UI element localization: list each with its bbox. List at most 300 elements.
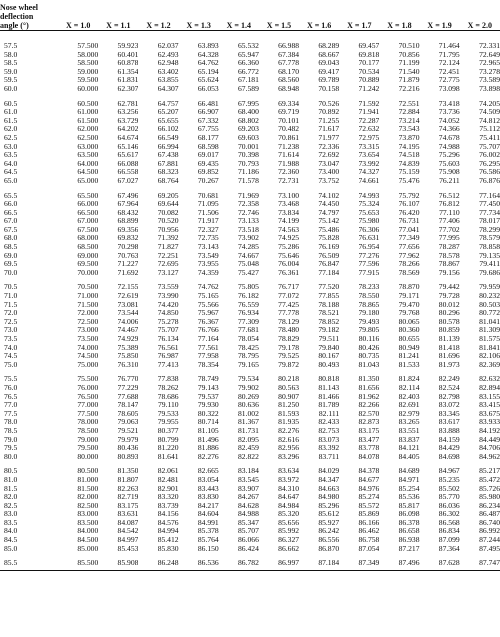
- header-line: angle (°): [0, 21, 29, 30]
- table-row: [0, 384, 500, 393]
- value-cell: 83.155: [479, 392, 500, 401]
- table-row: [0, 326, 500, 335]
- value-cell: 73.518: [238, 225, 259, 234]
- value-cell: 86.234: [479, 501, 500, 510]
- value-cell: 68.598: [197, 142, 219, 151]
- value-cell: 73.543: [398, 125, 420, 134]
- value-cell: 84.967: [438, 467, 460, 476]
- value-cell: 79.470: [398, 300, 420, 309]
- value-cell: 83.830: [197, 493, 219, 502]
- value-cell: 79.135: [479, 251, 500, 260]
- angle-cell: 68.0: [4, 234, 18, 243]
- value-cell: 87.349: [358, 559, 380, 568]
- value-cell: 72.692: [318, 151, 340, 160]
- value-cell: 68.948: [278, 84, 300, 93]
- table-row: [0, 100, 500, 109]
- value-cell: 87.054: [358, 544, 380, 553]
- value-cell: 87.628: [438, 559, 460, 568]
- value-cell: 86.834: [438, 527, 460, 536]
- value-cell: 60.878: [117, 59, 139, 68]
- value-cell: 79.178: [278, 343, 300, 352]
- angle-cell: 69.5: [4, 260, 18, 269]
- value-cell: 66.772: [238, 67, 259, 76]
- value-cell: 78.299: [479, 225, 500, 234]
- value-cell: 87.747: [479, 559, 500, 568]
- value-cell: 66.988: [278, 42, 300, 50]
- value-cell: 78.569: [398, 268, 420, 277]
- value-cell: 70.956: [157, 225, 179, 234]
- value-cell: 74.661: [358, 176, 380, 185]
- value-cell: 83.073: [318, 435, 340, 444]
- value-cell: 68.764: [157, 176, 179, 185]
- value-cell: 84.267: [238, 493, 259, 502]
- value-cell: 85.320: [278, 510, 300, 519]
- value-cell: 73.898: [479, 84, 500, 93]
- table-body: [0, 31, 500, 568]
- value-cell: 79.000: [77, 435, 99, 444]
- value-cell: 71.617: [318, 125, 340, 134]
- value-cell: 82.873: [358, 418, 380, 427]
- value-cell: 84.971: [398, 475, 420, 484]
- value-cell: 72.619: [117, 292, 139, 301]
- value-cell: 82.798: [438, 392, 460, 401]
- table-row: [0, 85, 500, 94]
- value-cell: 86.378: [398, 518, 420, 527]
- value-cell: 72.216: [398, 84, 420, 93]
- table-row: [0, 436, 500, 445]
- value-cell: 70.856: [398, 50, 420, 59]
- angle-cell: 77.5: [4, 409, 18, 418]
- angle-cell: 76.0: [4, 383, 18, 392]
- value-cell: 83.443: [197, 484, 219, 493]
- value-cell: 72.000: [77, 309, 99, 318]
- value-cell: 81.418: [438, 343, 460, 352]
- value-cell: 81.824: [398, 375, 420, 384]
- value-cell: 80.322: [197, 409, 219, 418]
- value-cell: 85.612: [318, 510, 340, 519]
- value-cell: 60.500: [77, 99, 99, 108]
- value-cell: 81.043: [358, 360, 380, 369]
- angle-cell: 66.0: [4, 200, 18, 209]
- value-cell: 71.941: [358, 108, 380, 117]
- value-cell: 80.799: [157, 435, 179, 444]
- value-cell: 84.159: [438, 435, 460, 444]
- value-cell: 70.001: [238, 142, 259, 151]
- value-cell: 85.378: [197, 527, 219, 536]
- value-cell: 59.923: [117, 42, 139, 50]
- value-cell: 78.865: [358, 300, 380, 309]
- value-cell: 86.992: [479, 527, 500, 536]
- table-row: [0, 344, 500, 353]
- value-cell: 83.631: [117, 510, 139, 519]
- value-cell: 73.834: [278, 208, 300, 217]
- value-cell: 81.143: [318, 383, 340, 392]
- angle-cell: 63.0: [4, 142, 18, 151]
- value-cell: 70.158: [318, 84, 340, 93]
- angle-cell: 73.5: [4, 335, 18, 343]
- value-cell: 79.525: [278, 352, 300, 361]
- table-row: [0, 427, 500, 436]
- value-cell: 83.551: [398, 426, 420, 435]
- value-cell: 71.578: [238, 176, 259, 185]
- column-header: X = 1.1: [98, 3, 138, 31]
- table-row: [0, 361, 500, 370]
- angle-cell: 66.5: [4, 208, 18, 217]
- value-cell: 67.500: [77, 225, 99, 234]
- value-cell: 84.217: [197, 501, 219, 510]
- angle-cell: 76.5: [4, 392, 18, 401]
- value-cell: 87.099: [438, 536, 460, 545]
- value-cell: 75.165: [197, 292, 219, 301]
- value-cell: 74.993: [358, 191, 380, 200]
- value-cell: 77.520: [318, 283, 340, 292]
- header-line: Nose wheel: [0, 3, 38, 12]
- value-cell: 72.251: [157, 251, 179, 260]
- value-cell: 79.872: [278, 360, 300, 369]
- value-cell: 69.356: [117, 225, 139, 234]
- angle-cell: 62.0: [4, 125, 18, 134]
- value-cell: 74.467: [117, 326, 139, 335]
- value-cell: 82.266: [358, 401, 380, 410]
- value-cell: 59.500: [77, 76, 99, 85]
- value-cell: 75.850: [117, 352, 139, 361]
- table-row: [0, 168, 500, 177]
- value-cell: 85.217: [479, 467, 500, 476]
- value-cell: 75.324: [358, 200, 380, 209]
- value-cell: 68.177: [197, 133, 219, 142]
- value-cell: 83.415: [479, 401, 500, 410]
- value-cell: 84.698: [438, 452, 460, 461]
- value-cell: 81.575: [479, 335, 500, 343]
- value-cell: 66.481: [197, 99, 219, 108]
- value-cell: 65.207: [157, 108, 179, 117]
- value-cell: 73.549: [197, 251, 219, 260]
- value-cell: 68.899: [117, 217, 139, 226]
- value-cell: 69.043: [318, 59, 340, 68]
- value-cell: 65.617: [117, 151, 139, 160]
- value-cell: 77.688: [117, 392, 139, 401]
- table-row: [0, 217, 500, 226]
- value-cell: 71.692: [117, 268, 139, 277]
- table-row: [0, 292, 500, 301]
- value-cell: 72.551: [398, 99, 420, 108]
- value-cell: 70.520: [157, 217, 179, 226]
- value-cell: 74.925: [278, 234, 300, 243]
- value-cell: 78.354: [197, 360, 219, 369]
- value-cell: 78.425: [238, 343, 259, 352]
- value-cell: 81.641: [157, 452, 179, 461]
- value-cell: 77.309: [238, 317, 259, 326]
- value-cell: 84.604: [197, 510, 219, 519]
- value-cell: 83.175: [117, 501, 139, 510]
- value-cell: 79.902: [238, 383, 259, 392]
- angle-cell: 65.0: [4, 176, 18, 185]
- value-cell: 71.227: [117, 260, 139, 269]
- value-cell: 73.990: [157, 292, 179, 301]
- value-cell: 71.795: [438, 50, 460, 59]
- value-cell: 82.095: [238, 435, 259, 444]
- value-cell: 67.332: [197, 116, 219, 125]
- value-cell: 68.400: [238, 108, 259, 117]
- value-cell: 82.369: [479, 360, 500, 369]
- value-cell: 84.449: [479, 435, 500, 444]
- value-cell: 58.500: [77, 59, 99, 68]
- value-cell: 82.061: [157, 467, 179, 476]
- table-row: [0, 143, 500, 152]
- value-cell: 80.714: [197, 418, 219, 427]
- value-cell: 62.000: [77, 125, 99, 134]
- angle-cell: 85.5: [4, 559, 18, 568]
- value-cell: 78.870: [398, 283, 420, 292]
- value-cell: 68.000: [77, 234, 99, 243]
- value-cell: 72.500: [77, 317, 99, 326]
- value-cell: 83.837: [398, 435, 420, 444]
- value-cell: 83.184: [238, 467, 259, 476]
- value-cell: 79.442: [438, 283, 460, 292]
- value-cell: 85.927: [318, 518, 340, 527]
- value-cell: 68.560: [278, 76, 300, 85]
- value-cell: 83.054: [197, 475, 219, 484]
- column-header: X = 1.7: [339, 3, 379, 31]
- value-cell: 71.392: [157, 234, 179, 243]
- value-cell: 74.199: [278, 217, 300, 226]
- value-cell: 67.964: [117, 200, 139, 209]
- value-cell: 73.418: [438, 99, 460, 108]
- value-cell: 71.238: [278, 142, 300, 151]
- value-cell: 70.526: [318, 99, 340, 108]
- value-cell: 76.559: [238, 300, 259, 309]
- column-header: X = 1.3: [179, 3, 219, 31]
- value-cell: 82.433: [318, 418, 340, 427]
- value-cell: 60.401: [117, 50, 139, 59]
- value-cell: 79.521: [117, 426, 139, 435]
- value-cell: 75.500: [77, 375, 99, 384]
- value-cell: 74.102: [318, 191, 340, 200]
- value-cell: 69.435: [197, 159, 219, 168]
- value-cell: 82.632: [479, 375, 500, 384]
- value-cell: 82.822: [238, 452, 259, 461]
- value-cell: 75.707: [479, 142, 500, 151]
- value-cell: 70.763: [117, 251, 139, 260]
- value-cell: 80.426: [358, 343, 380, 352]
- value-cell: 82.000: [77, 493, 99, 502]
- value-cell: 84.984: [278, 501, 300, 510]
- value-cell: 82.459: [238, 444, 259, 453]
- value-cell: 68.432: [117, 208, 139, 217]
- value-cell: 86.248: [157, 559, 179, 568]
- value-cell: 84.542: [117, 527, 139, 536]
- value-cell: 69.644: [157, 200, 179, 209]
- value-cell: 77.915: [358, 268, 380, 277]
- value-cell: 84.347: [318, 475, 340, 484]
- value-cell: 73.315: [358, 142, 380, 151]
- value-cell: 81.807: [117, 475, 139, 484]
- value-cell: 85.536: [398, 493, 420, 502]
- value-cell: 71.199: [398, 59, 420, 68]
- angle-cell: 64.5: [4, 168, 18, 177]
- value-cell: 83.933: [479, 418, 500, 427]
- value-cell: 80.893: [117, 452, 139, 461]
- value-cell: 84.689: [398, 467, 420, 476]
- value-cell: 72.358: [238, 200, 259, 209]
- value-cell: 81.105: [197, 426, 219, 435]
- table-row: [0, 309, 500, 318]
- value-cell: 79.411: [479, 260, 500, 269]
- value-cell: 79.143: [197, 383, 219, 392]
- value-cell: 86.487: [479, 510, 500, 519]
- value-cell: 71.917: [197, 217, 219, 226]
- value-cell: 83.711: [318, 452, 340, 461]
- value-cell: 77.450: [479, 200, 500, 209]
- table-row: [0, 493, 500, 502]
- value-cell: 81.886: [197, 444, 219, 453]
- value-cell: 86.740: [479, 518, 500, 527]
- value-cell: 87.217: [398, 544, 420, 553]
- value-cell: 80.296: [438, 309, 460, 318]
- column-header: X = 1.8: [379, 3, 419, 31]
- value-cell: 75.048: [238, 260, 259, 269]
- value-cell: 85.980: [479, 493, 500, 502]
- value-cell: 84.980: [318, 493, 340, 502]
- value-cell: 77.702: [438, 225, 460, 234]
- value-cell: 80.503: [479, 300, 500, 309]
- value-cell: 70.889: [358, 76, 380, 85]
- value-cell: 79.728: [438, 292, 460, 301]
- value-cell: 86.302: [438, 510, 460, 519]
- value-cell: 86.327: [278, 536, 300, 545]
- value-cell: 76.169: [318, 243, 340, 252]
- value-cell: 73.870: [398, 133, 420, 142]
- value-cell: 78.017: [479, 217, 500, 226]
- value-cell: 78.686: [157, 392, 179, 401]
- angle-cell: 83.0: [4, 510, 18, 519]
- value-cell: 64.674: [117, 133, 139, 142]
- value-cell: 84.663: [318, 484, 340, 493]
- angle-cell: 81.5: [4, 484, 18, 493]
- value-cell: 64.000: [77, 159, 99, 168]
- value-cell: 74.285: [238, 243, 259, 252]
- value-cell: 76.509: [318, 251, 340, 260]
- value-cell: 76.500: [77, 392, 99, 401]
- value-cell: 66.360: [238, 59, 259, 68]
- value-cell: 84.000: [77, 527, 99, 536]
- value-cell: 67.384: [278, 50, 300, 59]
- angle-cell: 62.5: [4, 133, 18, 142]
- value-cell: 67.027: [117, 176, 139, 185]
- value-cell: 75.296: [438, 151, 460, 160]
- value-cell: 71.464: [438, 42, 460, 50]
- value-cell: 68.802: [238, 116, 259, 125]
- value-cell: 72.287: [358, 116, 380, 125]
- value-cell: 76.134: [157, 335, 179, 343]
- value-cell: 78.000: [77, 418, 99, 427]
- value-cell: 73.214: [398, 116, 420, 125]
- value-cell: 76.420: [398, 208, 420, 217]
- value-cell: 81.789: [318, 401, 340, 410]
- value-cell: 62.500: [77, 133, 99, 142]
- value-cell: 81.041: [479, 317, 500, 326]
- value-cell: 74.327: [358, 168, 380, 177]
- value-cell: 80.012: [438, 300, 460, 309]
- value-cell: 73.736: [438, 108, 460, 117]
- value-cell: 86.036: [438, 501, 460, 510]
- value-cell: 65.194: [197, 67, 219, 76]
- angle-cell: 57.5: [4, 42, 18, 50]
- value-cell: 59.000: [77, 67, 99, 76]
- value-cell: 81.466: [318, 392, 340, 401]
- value-cell: 82.901: [157, 484, 179, 493]
- table-row: [0, 510, 500, 519]
- value-cell: 70.482: [278, 125, 300, 134]
- value-cell: 81.309: [479, 326, 500, 335]
- value-cell: 73.127: [157, 268, 179, 277]
- table-row: [0, 401, 500, 410]
- value-cell: 76.561: [157, 343, 179, 352]
- value-cell: 75.967: [197, 309, 219, 318]
- value-cell: 74.563: [278, 225, 300, 234]
- value-cell: 78.188: [318, 300, 340, 309]
- value-cell: 84.029: [318, 467, 340, 476]
- angle-cell: 79.0: [4, 435, 18, 444]
- column-header: X = 1.5: [259, 3, 299, 31]
- value-cell: 69.719: [278, 108, 300, 117]
- table-row: [0, 536, 500, 545]
- value-cell: 78.829: [278, 335, 300, 343]
- value-cell: 79.182: [318, 326, 340, 335]
- value-cell: 77.406: [438, 217, 460, 226]
- value-cell: 81.220: [157, 444, 179, 453]
- value-cell: 83.477: [358, 435, 380, 444]
- value-cell: 67.181: [238, 76, 259, 85]
- value-cell: 79.930: [197, 401, 219, 410]
- value-cell: 70.082: [157, 208, 179, 217]
- value-cell: 66.558: [117, 168, 139, 177]
- angle-cell: 65.5: [4, 191, 18, 200]
- value-cell: 81.731: [238, 426, 259, 435]
- value-cell: 73.992: [358, 159, 380, 168]
- value-cell: 80.116: [358, 335, 380, 343]
- value-cell: 65.500: [77, 191, 99, 200]
- value-cell: 72.695: [157, 260, 179, 269]
- table-row: [0, 252, 500, 261]
- table-row: [0, 51, 500, 60]
- value-cell: 86.424: [238, 544, 259, 553]
- value-cell: 81.250: [278, 401, 300, 410]
- value-cell: 77.164: [197, 335, 219, 343]
- value-cell: 77.561: [197, 343, 219, 352]
- value-cell: 81.139: [438, 335, 460, 343]
- value-cell: 73.100: [278, 191, 300, 200]
- value-cell: 79.805: [358, 326, 380, 335]
- value-cell: 81.002: [238, 409, 259, 418]
- value-cell: 84.962: [479, 452, 500, 461]
- value-cell: 86.536: [197, 559, 219, 568]
- value-cell: 82.665: [197, 467, 219, 476]
- value-cell: 80.500: [77, 467, 99, 476]
- table-row: [0, 226, 500, 235]
- angle-cell: 72.0: [4, 309, 18, 318]
- table-row: [0, 502, 500, 511]
- table-row: [0, 177, 500, 186]
- angle-cell: 77.0: [4, 401, 18, 410]
- value-cell: 78.147: [117, 401, 139, 410]
- value-cell: 82.111: [318, 409, 340, 418]
- value-cell: 74.839: [398, 159, 420, 168]
- value-cell: 75.142: [318, 217, 340, 226]
- value-cell: 86.662: [278, 544, 300, 553]
- value-cell: 82.263: [117, 484, 139, 493]
- value-cell: 78.480: [278, 326, 300, 335]
